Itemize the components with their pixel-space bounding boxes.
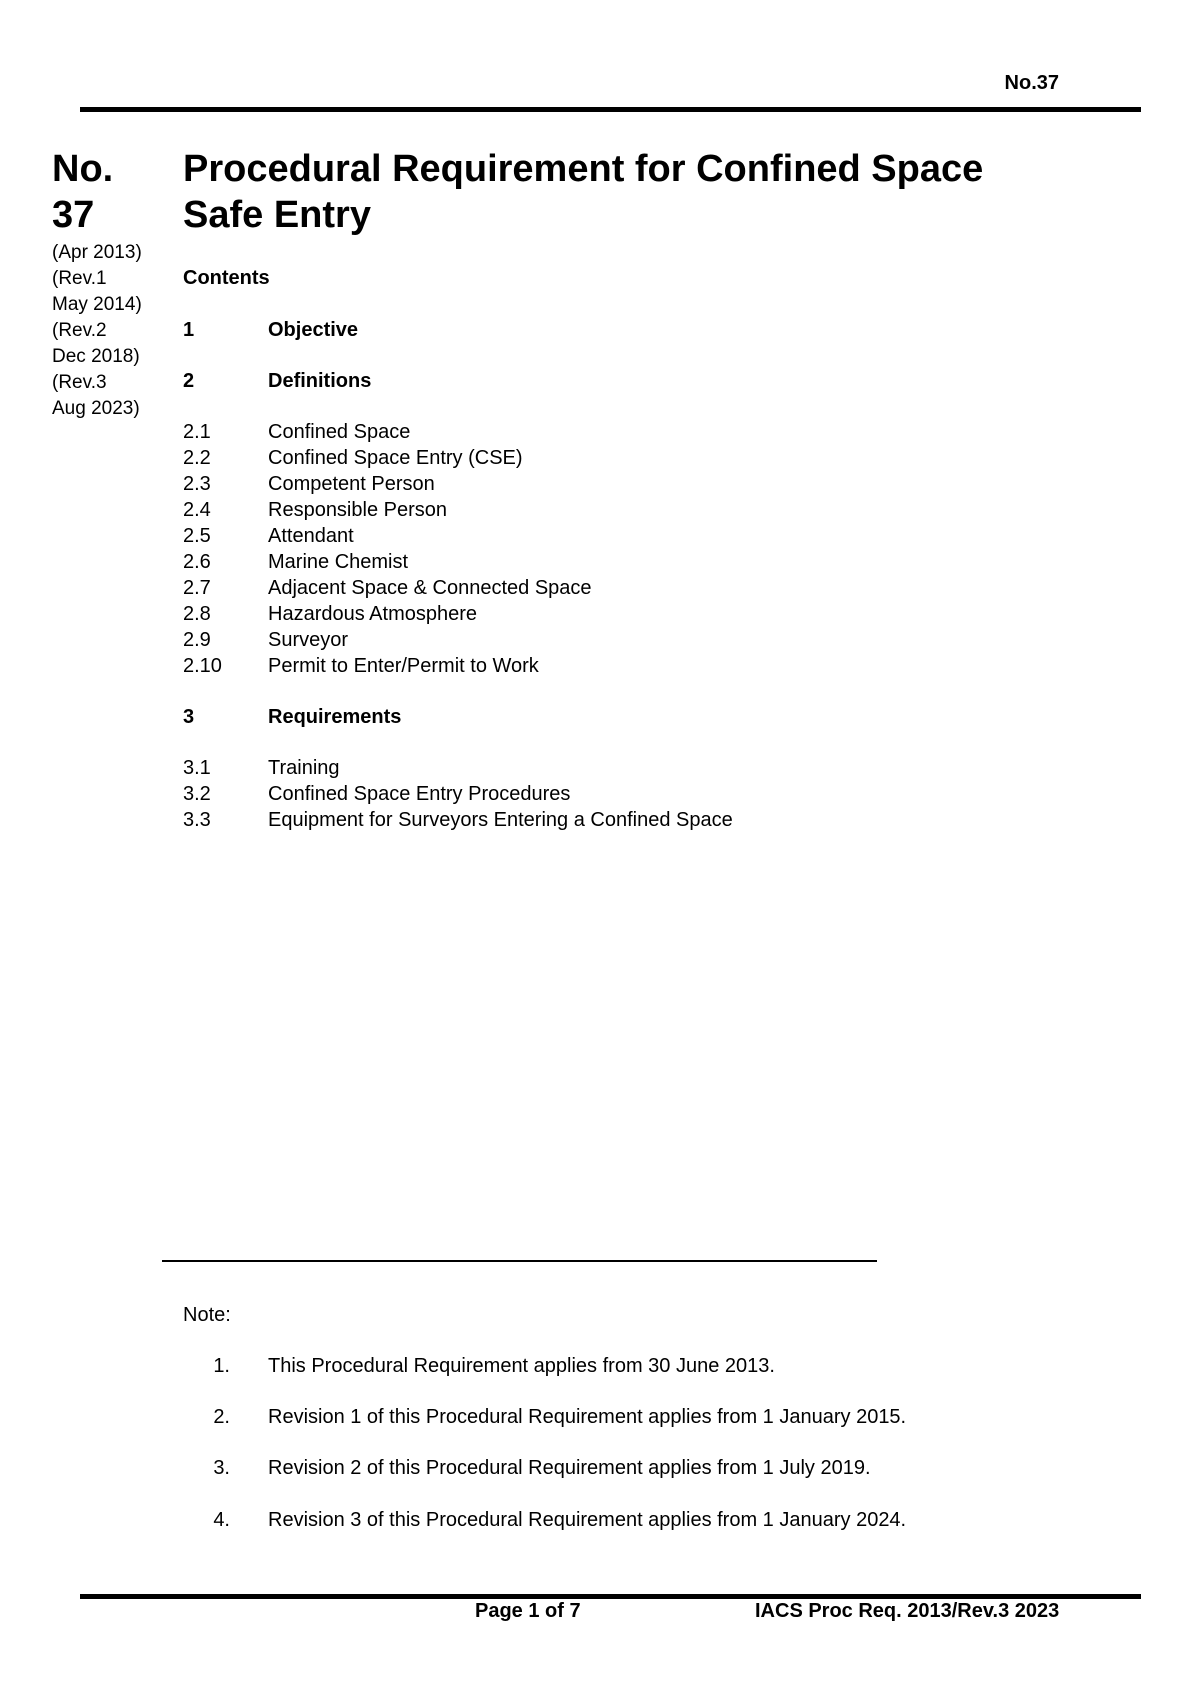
- toc-item: [183, 781, 570, 807]
- toc-number: 2.5: [183, 525, 211, 547]
- note-text: Revision 2 of this Procedural Requirement applies from 1 July 2019.: [268, 1457, 871, 1479]
- title-line: Safe Entry: [183, 194, 371, 236]
- page-title: [183, 146, 1083, 238]
- toc-item: [183, 419, 410, 445]
- toc-title: Training: [268, 757, 340, 779]
- toc-number: 2.8: [183, 603, 211, 625]
- toc-title: Definitions: [268, 370, 372, 392]
- toc-number: 3.2: [183, 783, 211, 805]
- toc-number: 2: [183, 370, 195, 392]
- note-text: This Procedural Requirement applies from 30 June 2013.: [268, 1355, 775, 1377]
- toc-title: Surveyor: [268, 629, 349, 651]
- toc-section-2: [183, 368, 371, 394]
- toc-title: Adjacent Space & Connected Space: [268, 577, 592, 599]
- sidebar-number-value: 37: [52, 194, 95, 236]
- note-item: [183, 1353, 775, 1379]
- note-text: Revision 1 of this Procedural Requirement applies from 1 January 2015.: [268, 1406, 907, 1428]
- toc-number: 2.7: [183, 577, 211, 599]
- toc-item: [183, 445, 523, 471]
- toc-number: 2.3: [183, 473, 211, 495]
- revision-line: Dec 2018): [52, 346, 140, 367]
- toc-number: 3.3: [183, 809, 211, 831]
- toc-number: 2.2: [183, 447, 211, 469]
- footer-rule: [80, 1594, 1141, 1599]
- toc-number: 2.1: [183, 421, 211, 443]
- revision-line: (Rev.3: [52, 372, 107, 393]
- toc-number: 2.9: [183, 629, 211, 651]
- toc-item: [183, 627, 348, 653]
- sidebar-revisions: [52, 240, 172, 422]
- toc-section-3: [183, 704, 401, 730]
- toc-title: Confined Space: [268, 421, 411, 443]
- toc-title: Permit to Enter/Permit to Work: [268, 655, 539, 677]
- header-rule: [80, 107, 1141, 112]
- toc-title: Objective: [268, 319, 359, 341]
- revision-line: (Rev.2: [52, 320, 107, 341]
- toc-number: 2.10: [183, 655, 222, 677]
- toc-title: Requirements: [268, 706, 402, 728]
- toc-number: 1: [183, 319, 195, 341]
- toc-number: 2.4: [183, 499, 211, 521]
- toc-title: Responsible Person: [268, 499, 447, 521]
- toc-title: Marine Chemist: [268, 551, 409, 573]
- note-text: Revision 3 of this Procedural Requirement applies from 1 January 2024.: [268, 1509, 907, 1531]
- sidebar-number: [52, 146, 172, 238]
- toc-item: [183, 575, 592, 601]
- note-number: 4.: [213, 1509, 230, 1531]
- toc-item: [183, 807, 733, 833]
- note-number: 3.: [213, 1457, 230, 1479]
- toc-title: Attendant: [268, 525, 354, 547]
- header-doc-number: No.37: [1004, 72, 1059, 94]
- revision-line: (Rev.1: [52, 268, 107, 289]
- revision-line: May 2014): [52, 294, 142, 315]
- title-line: Procedural Requirement for Confined Space: [183, 148, 984, 190]
- toc-number: 3: [183, 706, 195, 728]
- toc-item: [183, 497, 447, 523]
- toc-section-1: [183, 317, 358, 343]
- contents-heading: Contents: [183, 267, 270, 289]
- note-number: 2.: [213, 1406, 230, 1428]
- toc-number: 2.6: [183, 551, 211, 573]
- notes-divider: [162, 1260, 877, 1262]
- toc-item: [183, 601, 477, 627]
- toc-title: Equipment for Surveyors Entering a Confined Space: [268, 809, 733, 831]
- note-item: [183, 1455, 871, 1481]
- note-item: [183, 1507, 906, 1533]
- toc-title: Confined Space Entry (CSE): [268, 447, 523, 469]
- footer-reference: IACS Proc Req. 2013/Rev.3 2023: [755, 1600, 1060, 1622]
- note-number: 1.: [213, 1355, 230, 1377]
- toc-title: Confined Space Entry Procedures: [268, 783, 571, 805]
- revision-line: (Apr 2013): [52, 242, 142, 263]
- toc-item: [183, 549, 408, 575]
- toc-number: 3.1: [183, 757, 211, 779]
- note-item: [183, 1404, 906, 1430]
- toc-item: [183, 471, 435, 497]
- sidebar-number-label: No.: [52, 148, 114, 190]
- toc-item: [183, 523, 354, 549]
- toc-item: [183, 755, 340, 781]
- notes-label: Note:: [183, 1304, 231, 1326]
- footer-page-number: Page 1 of 7: [475, 1600, 581, 1622]
- toc-item: [183, 653, 539, 679]
- toc-title: Hazardous Atmosphere: [268, 603, 478, 625]
- revision-line: Aug 2023): [52, 398, 140, 419]
- toc-title: Competent Person: [268, 473, 435, 495]
